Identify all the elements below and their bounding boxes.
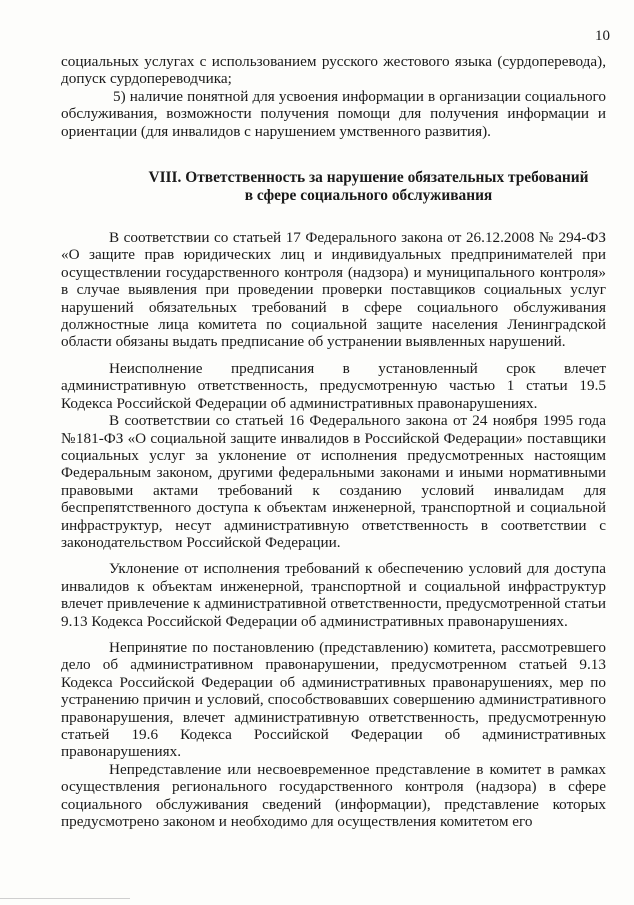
paragraph-noncompliance: Неисполнение предписания в установленный срок влечет административную ответственность, предусмотренную частью 1 статьи 19.5 Кодекса Российской Федерации об административных правонарушениях. [61, 359, 606, 412]
section-heading-line-1: VIII. Ответственность за нарушение обязательных требований [148, 169, 589, 187]
paragraph-nonsubmission: Непредставление или несвоевременное представление в комитет в рамках осуществления регионального государственного контроля (надзора) в сфере социального обслуживания сведений (информации), представление которых предусмотрено законом и необходимо для осуществления комитетом его [61, 760, 606, 831]
page-content [61, 53, 606, 830]
paragraph-disability-law: В соответствии со статьей 16 Федерального закона от 24 ноября 1995 года №181-ФЗ «О социальной защите инвалидов в Российской Федерации» поставщики социальных услуг за уклонение от исполнения предусмотренных настоящим Федеральным законом, другими федеральными законами и иными нормативными правовыми актами требований к созданию условий инвалидам для беспрепятственного доступа к объектам инженерной, транспортной и социальной инфраструктур, несут административную ответственность в соответствии с законодательством Российской Федерации. [61, 412, 606, 551]
paragraph-gap [61, 551, 606, 560]
page-number: 10 [595, 28, 610, 44]
section-heading-line-2: в сфере социального обслуживания [244, 187, 493, 205]
paragraph-gap [61, 351, 606, 360]
section-heading [61, 169, 606, 205]
continuation-paragraph: социальных услугах с использованием русского жестового языка (сурдоперевода), допуск сурдопереводчика; [61, 53, 606, 88]
scan-edge-line [0, 898, 130, 899]
list-item-5: 5) наличие понятной для усвоения информации в организации социального обслуживания, возможности получения помощи для получения информации и ориентации (для инвалидов с нарушением умственного развития). [61, 87, 606, 140]
paragraph-gap [61, 630, 606, 639]
paragraph-failure-to-act: Непринятие по постановлению (представлению) комитета, рассмотревшего дело об административном правонарушении, предусмотренном статьей 9.13 Кодекса Российской Федерации об административных правонарушениях, мер по устранению причин и условий, способствовавших совершению административного правонарушения, влечет административную ответственность, предусмотренную статьей 19.6 Кодекса Российской Федерации об административных правонарушениях. [61, 638, 606, 761]
paragraph-inspection-order: В соответствии со статьей 17 Федерального закона от 26.12.2008 № 294-ФЗ «О защите прав юридических лиц и индивидуальных предпринимателей при осуществлении государственного контроля (надзора) и муниципального контроля» в случае выявления при проведении проверки поставщиков социальных услуг нарушений обязательных требований в сфере социального обслуживания должностные лица комитета по социальной защите населения Ленинградской области обязаны выдать предписание об устранении выявленных нарушений. [61, 229, 606, 351]
paragraph-evasion: Уклонение от исполнения требований к обеспечению условий для доступа инвалидов к объектам инженерной, транспортной и социальной инфраструктур влечет привлечение к административной ответственности, предусмотренной статьи 9.13 Кодекса Российской Федерации об административных правонарушениях. [61, 560, 606, 630]
